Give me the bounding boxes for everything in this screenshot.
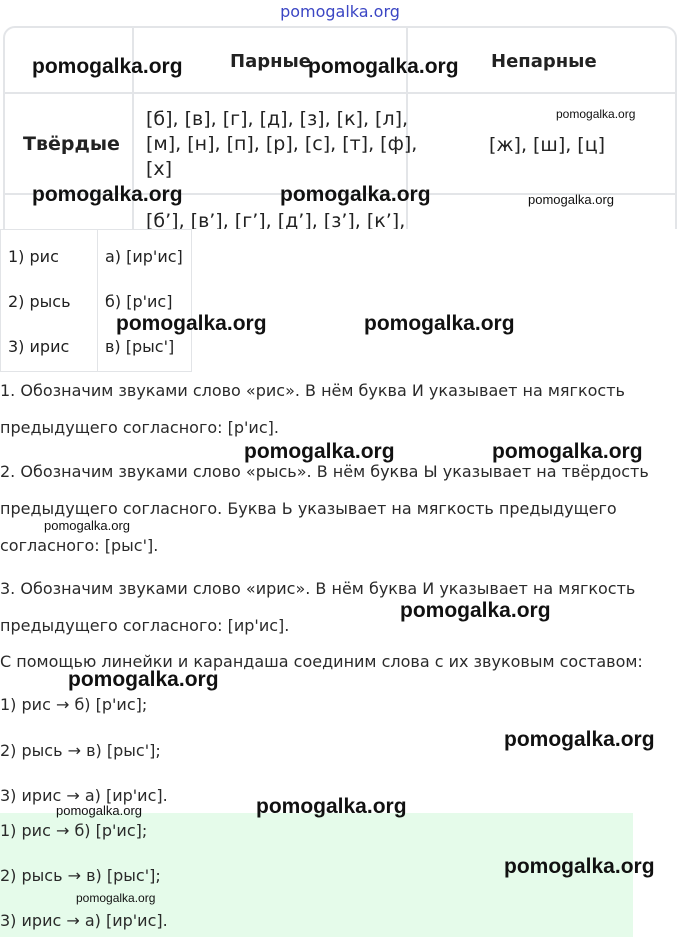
watermark: pomogalka.org: [32, 183, 183, 206]
hard-paired-line: [б], [в], [г], [д], [з], [к], [л],: [146, 108, 409, 130]
explanation-line: согласного: [рыс'].: [0, 536, 159, 555]
watermark: pomogalka.org: [504, 728, 655, 751]
word-item: 2) рысь: [8, 292, 71, 311]
watermark: pomogalka.org: [116, 312, 267, 335]
result-line: 3) ирис → а) [ир'ис].: [0, 786, 168, 805]
table-divider: [5, 92, 675, 94]
header-paired: Парные: [230, 51, 312, 72]
result-line: 2) рысь → в) [рыс'];: [0, 741, 161, 760]
watermark: pomogalka.org: [400, 599, 551, 622]
soft-paired-cell: [б’], [в’], [г’], [д’], [з’], [к’],: [146, 210, 406, 229]
watermark: pomogalka.org: [32, 55, 183, 78]
explanation-line: предыдущего согласного. Буква Ь указывает на мягкость предыдущего: [0, 499, 617, 518]
explanation-line: 2. Обозначим звуками слово «рысь». В нём буква Ы указывает на твёрдость: [0, 462, 649, 481]
watermark: pomogalka.org: [504, 855, 655, 878]
watermark: pomogalka.org: [308, 55, 459, 78]
watermark: pomogalka.org: [44, 518, 130, 533]
explanation-line: предыдущего согласного: [ир'ис].: [0, 616, 290, 635]
watermark: pomogalka.org: [280, 183, 431, 206]
banner-watermark[interactable]: pomogalka.org: [280, 2, 400, 21]
matching-table: [0, 229, 192, 372]
watermark: pomogalka.org: [76, 891, 156, 905]
watermark: pomogalka.org: [364, 312, 515, 335]
word-item: 1) рис: [8, 247, 59, 266]
header-unpaired: Непарные: [491, 51, 597, 72]
result-line: 1) рис → б) [р'ис];: [0, 695, 148, 714]
hard-paired-line: [х]: [146, 158, 173, 180]
answer-line: 2) рысь → в) [рыс'];: [0, 866, 161, 885]
word-item: 3) ирис: [8, 337, 70, 356]
watermark: pomogalka.org: [528, 192, 614, 207]
answer-line: 1) рис → б) [р'ис];: [0, 821, 148, 840]
hard-unpaired-cell: [ж], [ш], [ц]: [489, 134, 606, 156]
watermark: pomogalka.org: [56, 803, 142, 818]
explanation-line: предыдущего согласного: [р'ис].: [0, 418, 279, 437]
sound-item: в) [рыс']: [105, 337, 175, 356]
watermark: pomogalka.org: [256, 795, 407, 818]
hard-paired-cell: [146, 107, 417, 182]
answer-line: 3) ирис → а) [ир'ис].: [0, 911, 168, 930]
row-label-hard: Твёрдые: [23, 133, 120, 155]
watermark: pomogalka.org: [492, 440, 643, 463]
hard-paired-line: [м], [н], [п], [р], [с], [т], [ф],: [146, 133, 418, 155]
table-divider: [97, 230, 98, 371]
explanation-line: 1. Обозначим звуками слово «рис». В нём буква И указывает на мягкость: [0, 381, 625, 400]
sound-item: а) [ир'ис]: [105, 247, 183, 266]
watermark: pomogalka.org: [244, 440, 395, 463]
watermark: pomogalka.org: [556, 107, 636, 121]
watermark: pomogalka.org: [68, 668, 219, 691]
sound-item: б) [р'ис]: [105, 292, 173, 311]
explanation-line: 3. Обозначим звуками слово «ирис». В нём буква И указывает на мягкость: [0, 579, 636, 598]
instruction-text: С помощью линейки и карандаша соединим слова с их звуковым составом:: [0, 652, 643, 671]
